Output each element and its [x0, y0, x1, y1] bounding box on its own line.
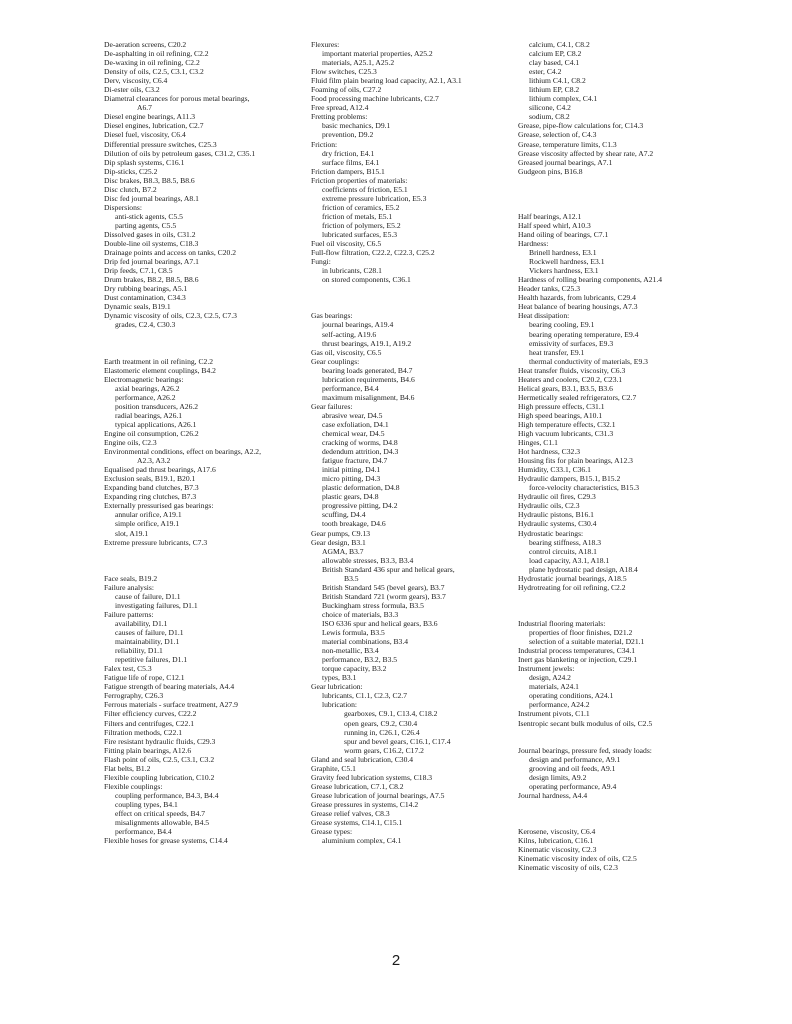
index-subentry: AGMA, B3.7	[322, 546, 364, 556]
index-entry: Grease, pipe-flow calculations for, C14.3	[518, 121, 644, 131]
index-entry: Flexible hoses for grease systems, C14.4	[104, 836, 228, 846]
index-entry: Housing fits for plain bearings, A12.3	[518, 456, 633, 466]
index-entry: Grease pressures in systems, C14.2	[311, 799, 419, 809]
index-entry: High speed bearings, A10.1	[518, 410, 603, 420]
index-entry: Fuel oil viscosity, C6.5	[311, 239, 382, 249]
index-entry: Diesel fuel, viscosity, C6.4	[104, 130, 186, 140]
index-entry: Flat belts, B1.2	[104, 763, 151, 773]
index-entry: Flexible coupling lubrication, C10.2	[104, 772, 215, 782]
index-subentry: lithium complex, C4.1	[529, 94, 598, 104]
index-entry: De-aeration screens, C20.2	[104, 40, 187, 49]
index-entry: Health hazards, from lubricants, C29.4	[518, 293, 636, 303]
index-entry: De-asphalting in oil refining, C2.2	[104, 49, 209, 59]
index-subentry: misalignments allowable, B4.5	[115, 818, 210, 828]
index-subentry: silicone, C4.2	[529, 103, 571, 113]
index-entry: Fitting plain bearings, A12.6	[104, 745, 192, 755]
index-subentry: ISO 6336 spur and helical gears, B3.6	[322, 619, 438, 628]
index-subentry: grades, C2.4, C30.3	[115, 320, 176, 330]
index-subentry: operating performance, A9.4	[529, 781, 617, 791]
index-entry: Journal hardness, A4.4	[518, 790, 588, 800]
index-entry: Gear couplings:	[311, 356, 360, 366]
index-subentry: sodium, C8.2	[529, 112, 570, 122]
index-subentry: lithium EP, C8.2	[529, 85, 580, 95]
index-entry: Half speed whirl, A10.3	[518, 220, 591, 230]
index-subentry: on stored components, C36.1	[322, 275, 411, 285]
index-subentry: lubricated surfaces, E5.3	[322, 229, 398, 239]
index-subentry: allowable stresses, B3.3, B3.4	[322, 555, 414, 565]
index-entry: Density of oils, C2.5, C3.1, C3.2	[104, 67, 204, 77]
index-entry: Fatigue strength of bearing materials, A4.4	[104, 682, 235, 692]
index-entry: Filter efficiency curves, C22.2	[104, 709, 197, 719]
index-entry: Friction:	[311, 139, 338, 149]
index-entry: Dip splash systems, C16.1	[104, 157, 185, 167]
index-entry: Inert gas blanketing or injection, C29.1	[518, 655, 638, 665]
index-entry: Hermetically sealed refrigerators, C2.7	[518, 392, 637, 402]
section-gap	[104, 348, 304, 357]
index-subentry: journal bearings, A19.4	[322, 320, 394, 330]
index-subentry: causes of failure, D1.1	[115, 628, 184, 638]
index-subentry: friction of ceramics, E5.2	[322, 202, 400, 212]
index-entry: Kerosene, viscosity, C6.4	[518, 827, 596, 837]
index-entry: High vacuum lubricants, C31.3	[518, 429, 614, 439]
index-entry: Heat transfer fluids, viscosity, C6.3	[518, 365, 626, 375]
index-entry: Hand oiling of bearings, C7.1	[518, 229, 609, 239]
section-gap	[104, 339, 304, 348]
index-subentry: initial pitting, D4.1	[322, 465, 381, 475]
index-subentry: A6.7	[137, 103, 152, 113]
section-gap	[518, 185, 718, 194]
index-subentry: design and performance, A9.1	[529, 754, 621, 764]
index-subentry: running in, C26.1, C26.4	[344, 727, 420, 737]
index-entry: Grease systems, C14.1, C15.1	[311, 818, 403, 828]
index-entry: Heaters and coolers, C20.2, C23.1	[518, 374, 623, 384]
index-subentry: cracking of worms, D4.8	[322, 438, 398, 448]
index-entry: Grease viscosity affected by shear rate, A7.2	[518, 148, 654, 158]
index-entry: Friction dampers, B15.1	[311, 166, 385, 176]
index-subentry: Buckingham stress formula, B3.5	[322, 600, 424, 610]
index-subentry: simple orifice, A19.1	[115, 519, 180, 529]
index-subentry: grooving and oil feeds, A9.1	[529, 763, 616, 773]
section-gap	[311, 293, 511, 302]
index-subentry: British Standard 436 spur and helical gears,	[322, 564, 455, 574]
index-entry: Dissolved gases in oils, C31.2	[104, 229, 196, 239]
index-entry: Hydrostatic bearings:	[518, 528, 584, 538]
index-entry: Dispersions:	[104, 202, 142, 212]
index-subentry: performance, B3.2, B3.5	[322, 655, 398, 665]
index-entry: Flexible couplings:	[104, 781, 163, 791]
index-entry: Di-ester oils, C3.2	[104, 85, 160, 95]
index-entry: Food processing machine lubricants, C2.7	[311, 94, 439, 104]
index-subentry: properties of floor finishes, D21.2	[529, 628, 633, 638]
index-subentry: prevention, D9.2	[322, 130, 374, 140]
index-subentry: reliability, D1.1	[115, 646, 163, 656]
index-subentry: thrust bearings, A19.1, A19.2	[322, 338, 412, 348]
index-subentry: Brinell hardness, E3.1	[529, 248, 597, 258]
index-subentry: maximum misalignment, B4.6	[322, 392, 415, 402]
index-subentry: plastic deformation, D4.8	[322, 483, 400, 493]
index-entry: Disc fed journal bearings, A8.1	[104, 193, 199, 203]
index-subentry: ester, C4.2	[529, 67, 562, 77]
index-subentry: torque capacity, B3.2	[322, 664, 387, 674]
section-gap	[518, 728, 718, 737]
index-entry: Kilns, lubrication, C16.1	[518, 836, 594, 846]
index-entry: Grease types:	[311, 827, 353, 837]
index-entry: Drum brakes, B8.2, B8.5, B8.6	[104, 275, 199, 285]
index-subentry: design limits, A9.2	[529, 772, 587, 782]
index-subentry: material combinations, B3.4	[322, 637, 409, 647]
index-entry: Full-flow filtration, C22.2, C22.3, C25.2	[311, 248, 435, 258]
index-entry: Flash point of oils, C2.5, C3.1, C3.2	[104, 754, 215, 764]
index-entry: Diametral clearances for porous metal bearings,	[104, 94, 250, 104]
index-entry: Hydrostatic journal bearings, A18.5	[518, 573, 627, 583]
index-subentry: abrasive wear, D4.5	[322, 410, 383, 420]
index-entry: Grease lubrication, C7.1, C8.2	[311, 781, 404, 791]
section-gap	[311, 284, 511, 293]
index-entry: Grease relief valves, C8.3	[311, 808, 390, 818]
index-subentry: basic mechanics, D9.1	[322, 121, 391, 131]
index-entry: Hardness:	[518, 239, 549, 249]
index-entry: Disc clutch, B7.2	[104, 184, 157, 194]
index-subentry: operating conditions, A24.1	[529, 691, 614, 701]
index-subentry: heat transfer, E9.1	[529, 347, 585, 357]
index-entry: Extreme pressure lubricants, C7.3	[104, 537, 208, 547]
index-entry: Half bearings, A12.1	[518, 211, 582, 221]
index-entry: Failure patterns:	[104, 609, 154, 619]
index-entry: Hydraulic pistons, B16.1	[518, 510, 594, 520]
index-subentry: lubrication requirements, B4.6	[322, 374, 415, 384]
index-subentry: British Standard 545 (bevel gears), B3.7	[322, 582, 445, 592]
index-entry: Fretting problems:	[311, 112, 368, 122]
index-subentry: position transducers, A26.2	[115, 401, 199, 411]
index-entry: High temperature effects, C32.1	[518, 419, 616, 429]
index-entry: Hydraulic systems, C30.4	[518, 519, 597, 529]
index-subentry: dry friction, E4.1	[322, 148, 375, 158]
index-entry: Ferrography, C26.3	[104, 691, 164, 701]
index-subentry: slot, A19.1	[115, 528, 149, 538]
index-entry: Fluid film plain bearing load capacity, A2.1, A3.1	[311, 76, 462, 86]
index-subentry: progressive pitting, D4.2	[322, 501, 398, 511]
index-entry: Kinematic viscosity index of oils, C2.5	[518, 854, 637, 864]
index-subentry: bearing stiffness, A18.3	[529, 537, 601, 547]
index-entry: Gudgeon pins, B16.8	[518, 166, 583, 176]
index-entry: Grease, temperature limits, C1.3	[518, 139, 617, 149]
index-subentry: important material properties, A25.2	[322, 49, 433, 59]
index-subentry: load capacity, A3.1, A18.1	[529, 555, 610, 565]
index-subentry: performance, B4.4	[115, 827, 172, 837]
index-entry: Industrial flooring materials:	[518, 619, 606, 628]
index-entry: Dip-sticks, C25.2	[104, 166, 158, 176]
index-subentry: lubrication:	[322, 700, 358, 710]
index-entry: Gear failures:	[311, 401, 353, 411]
index-subentry: force-velocity characteristics, B15.3	[529, 483, 640, 493]
index-entry: Expanding band clutches, B7.3	[104, 483, 199, 493]
index-entry: High pressure effects, C31.1	[518, 401, 605, 411]
index-entry: Hardness of rolling bearing components, A21.4	[518, 275, 663, 285]
index-subentry: selection of a suitable material, D21.1	[529, 637, 645, 647]
index-entry: Gas oil, viscosity, C6.5	[311, 347, 382, 357]
index-subentry: axial bearings, A26.2	[115, 383, 180, 393]
index-entry: Dust contamination, C34.3	[104, 293, 186, 303]
index-entry: Kinematic viscosity, C2.3	[518, 845, 597, 855]
index-entry: Dry rubbing bearings, A5.1	[104, 284, 188, 294]
index-entry: Gear pumps, C9.13	[311, 528, 371, 538]
index-entry: Graphite, C5.1	[311, 763, 356, 773]
index-subentry: friction of polymers, E5.2	[322, 220, 401, 230]
index-subentry: lithium C4.1, C8.2	[529, 76, 586, 86]
index-entry: Falex test, C5.3	[104, 664, 152, 674]
index-subentry: dedendum attrition, D4.3	[322, 447, 399, 457]
index-subentry: design, A24.2	[529, 673, 571, 683]
index-subentry: open gears, C9.2, C30.4	[344, 718, 418, 728]
index-entry: Foaming of oils, C27.2	[311, 85, 382, 95]
index-entry: Equalised pad thrust bearings, A17.6	[104, 465, 216, 475]
index-entry: Dilution of oils by petroleum gases, C31.2, C35.1	[104, 148, 256, 158]
index-subentry: bearing loads generated, B4.7	[322, 365, 413, 375]
index-entry: De-waxing in oil refining, C2.2	[104, 58, 200, 68]
index-subentry: effect on critical speeds, B4.7	[115, 808, 206, 818]
section-gap	[518, 601, 718, 610]
index-subentry: emissivity of surfaces, E9.3	[529, 338, 614, 348]
index-subentry: plastic gears, D4.8	[322, 492, 379, 502]
index-subentry: bearing operating temperature, E9.4	[529, 329, 639, 339]
index-entry: Hinges, C1.1	[518, 438, 558, 448]
section-gap	[518, 809, 718, 818]
index-entry: Gear lubrication:	[311, 682, 363, 692]
section-gap	[518, 737, 718, 746]
section-gap	[104, 330, 304, 339]
index-column-1	[104, 40, 304, 845]
index-entry: Gravity feed lubrication systems, C18.3	[311, 772, 433, 782]
index-subentry: bearing cooling, E9.1	[529, 320, 595, 330]
index-entry: Environmental conditions, effect on bearings, A2.2,	[104, 447, 261, 457]
index-entry: Grease, selection of, C4.3	[518, 130, 597, 140]
index-entry: Gland and seal lubrication, C30.4	[311, 754, 414, 764]
index-entry: Ferrous materials - surface treatment, A27.9	[104, 700, 238, 710]
index-entry: Diesel engine bearings, A11.3	[104, 112, 196, 122]
index-entry: Hot hardness, C32.3	[518, 447, 581, 457]
section-gap	[518, 194, 718, 203]
index-subentry: thermal conductivity of materials, E9.3	[529, 356, 648, 366]
index-subentry: performance, A24.2	[529, 700, 590, 710]
index-entry: Differential pressure switches, C25.3	[104, 139, 217, 149]
index-subentry: availability, D1.1	[115, 619, 168, 628]
index-subentry: anti-stick agents, C5.5	[115, 211, 183, 221]
index-subentry: Lewis formula, B3.5	[322, 628, 385, 638]
index-entry: Engine oil consumption, C26.2	[104, 429, 199, 439]
index-entry: Engine oils, C2.3	[104, 438, 157, 448]
index-entry: Industrial process temperatures, C34.1	[518, 646, 636, 656]
index-subentry: clay based, C4.1	[529, 58, 580, 68]
index-entry: Drip fed journal bearings, A7.1	[104, 257, 199, 267]
index-subentry: spur and bevel gears, C16.1, C17.4	[344, 736, 451, 746]
index-entry: Diesel engines, lubrication, C2.7	[104, 121, 204, 131]
index-subentry: types, B3.1	[322, 673, 357, 683]
index-entry: Journal bearings, pressure fed, steady loads:	[518, 745, 652, 755]
index-subentry: choice of materials, B3.3	[322, 609, 399, 619]
section-gap	[518, 176, 718, 185]
index-subentry: case exfoliation, D4.1	[322, 419, 389, 429]
section-gap	[518, 818, 718, 827]
index-entry: Drip feeds, C7.1, C8.5	[104, 266, 173, 276]
section-gap	[518, 203, 718, 212]
section-gap	[518, 610, 718, 619]
index-entry: Derv, viscosity, C6.4	[104, 76, 168, 86]
index-entry: Free spread, A12.4	[311, 103, 369, 113]
index-entry: Flexures:	[311, 40, 340, 49]
index-subentry: chemical wear, D4.5	[322, 429, 385, 439]
index-subentry: Vickers hardness, E3.1	[529, 266, 599, 276]
index-subentry: self-acting, A19.6	[322, 329, 377, 339]
index-subentry: materials, A25.1, A25.2	[322, 58, 395, 68]
index-entry: Heat dissipation:	[518, 311, 570, 321]
index-entry: Instrument pivots, C1.1	[518, 709, 590, 719]
section-gap	[104, 547, 304, 556]
index-subentry: cause of failure, D1.1	[115, 591, 181, 601]
index-subentry: control circuits, A18.1	[529, 546, 597, 556]
index-entry: Flow switches, C25.3	[311, 67, 377, 77]
index-entry: Hydraulic oils, C2.3	[518, 501, 580, 511]
section-gap	[518, 592, 718, 601]
index-entry: Hydrotreating for oil refining, C2.2	[518, 582, 626, 592]
index-entry: Hydraulic dampers, B15.1, B15.2	[518, 474, 621, 484]
index-entry: Expanding ring clutches, B7.3	[104, 492, 197, 502]
index-entry: Filtration methods, C22.1	[104, 727, 183, 737]
index-entry: Dynamic viscosity of oils, C2.3, C2.5, C7.3	[104, 311, 237, 321]
index-entry: Externally pressurised gas bearings:	[104, 501, 214, 511]
index-subentry: gearboxes, C9.1, C13.4, C18.2	[344, 709, 438, 719]
index-subentry: repetitive failures, D1.1	[115, 655, 188, 665]
index-entry: Earth treatment in oil refining, C2.2	[104, 356, 214, 366]
index-entry: Drainage points and access on tanks, C20.2	[104, 248, 237, 258]
index-subentry: A2.3, A3.2	[137, 456, 171, 466]
index-subentry: performance, B4.4	[322, 383, 379, 393]
index-entry: Header tanks, C25.3	[518, 284, 580, 294]
index-entry: Gear design, B3.1	[311, 537, 366, 547]
index-subentry: worm gears, C16.2, C17.2	[344, 745, 424, 755]
index-subentry: maintainability, D1.1	[115, 637, 180, 647]
index-subentry: B3.5	[344, 573, 359, 583]
index-subentry: British Standard 721 (worm gears), B3.7	[322, 591, 446, 601]
index-entry: Dynamic seals, B19.1	[104, 302, 171, 312]
index-subentry: aluminium complex, C4.1	[322, 836, 402, 846]
index-column-2	[311, 40, 511, 845]
index-entry: Instrument jewels:	[518, 664, 575, 674]
index-subentry: Rockwell hardness, E3.1	[529, 257, 605, 267]
index-entry: Heat balance of bearing housings, A7.3	[518, 302, 638, 312]
index-entry: Exclusion seals, B19.1, B20.1	[104, 474, 196, 484]
index-entry: Face seals, B19.2	[104, 573, 158, 583]
index-subentry: radial bearings, A26.1	[115, 410, 183, 420]
index-entry: Filters and centrifuges, C22.1	[104, 718, 195, 728]
index-entry: Greased journal bearings, A7.1	[518, 157, 613, 167]
index-subentry: typical applications, A26.1	[115, 419, 197, 429]
index-subentry: lubricants, C1.1, C2.3, C2.7	[322, 691, 408, 701]
index-entry: Disc brakes, B8.3, B8.5, B8.6	[104, 175, 195, 185]
index-entry: Grease lubrication of journal bearings, A7.5	[311, 790, 445, 800]
index-subentry: fatigue fracture, D4.7	[322, 456, 388, 466]
index-entry: Double-line oil systems, C18.3	[104, 239, 199, 249]
index-subentry: coupling performance, B4.3, B4.4	[115, 790, 219, 800]
index-subentry: investigating failures, D1.1	[115, 600, 198, 610]
index-entry: Isentropic secant bulk modulus of oils, C2.5	[518, 718, 653, 728]
index-subentry: parting agents, C5.5	[115, 220, 177, 230]
section-gap	[104, 556, 304, 565]
index-subentry: tooth breakage, D4.6	[322, 519, 386, 529]
index-subentry: calcium, C4.1, C8.2	[529, 40, 590, 49]
index-subentry: calcium EP, C8.2	[529, 49, 582, 59]
index-entry: Kinematic viscosity of oils, C2.3	[518, 863, 618, 873]
index-entry: Humidity, C33.1, C36.1	[518, 465, 591, 475]
index-entry: Elastomeric element couplings, B4.2	[104, 365, 216, 375]
index-entry: Failure analysis:	[104, 582, 154, 592]
index-entry: Friction properties of materials:	[311, 175, 408, 185]
index-entry: Electromagnetic bearings:	[104, 374, 184, 384]
index-subentry: coefficients of friction, E5.1	[322, 184, 408, 194]
index-subentry: materials, A24.1	[529, 682, 579, 692]
section-gap	[311, 302, 511, 311]
index-entry: Fire resistant hydraulic fluids, C29.3	[104, 736, 216, 746]
index-entry: Gas bearings:	[311, 311, 353, 321]
index-subentry: friction of metals, E5.1	[322, 211, 393, 221]
index-subentry: scuffing, D4.4	[322, 510, 366, 520]
page-number: 2	[391, 952, 401, 969]
index-column-3	[518, 40, 718, 872]
index-entry: Fatigue life of rope, C12.1	[104, 673, 185, 683]
index-subentry: coupling types, B4.1	[115, 799, 178, 809]
index-entry: Fungi:	[311, 257, 331, 267]
index-subentry: in lubricants, C28.1	[322, 266, 382, 276]
index-subentry: annular orifice, A19.1	[115, 510, 182, 520]
section-gap	[518, 800, 718, 809]
index-subentry: non-metallic, B3.4	[322, 646, 379, 656]
index-subentry: plane hydrostatic pad design, A18.4	[529, 564, 638, 574]
index-entry: Hydraulic oil fires, C29.3	[518, 492, 596, 502]
index-entry: Helical gears, B3.1, B3.5, B3.6	[518, 383, 613, 393]
section-gap	[104, 565, 304, 574]
index-subentry: micro pitting, D4.3	[322, 474, 381, 484]
index-subentry: surface films, E4.1	[322, 157, 380, 167]
index-subentry: extreme pressure lubrication, E5.3	[322, 193, 427, 203]
index-subentry: performance, A26.2	[115, 392, 176, 402]
